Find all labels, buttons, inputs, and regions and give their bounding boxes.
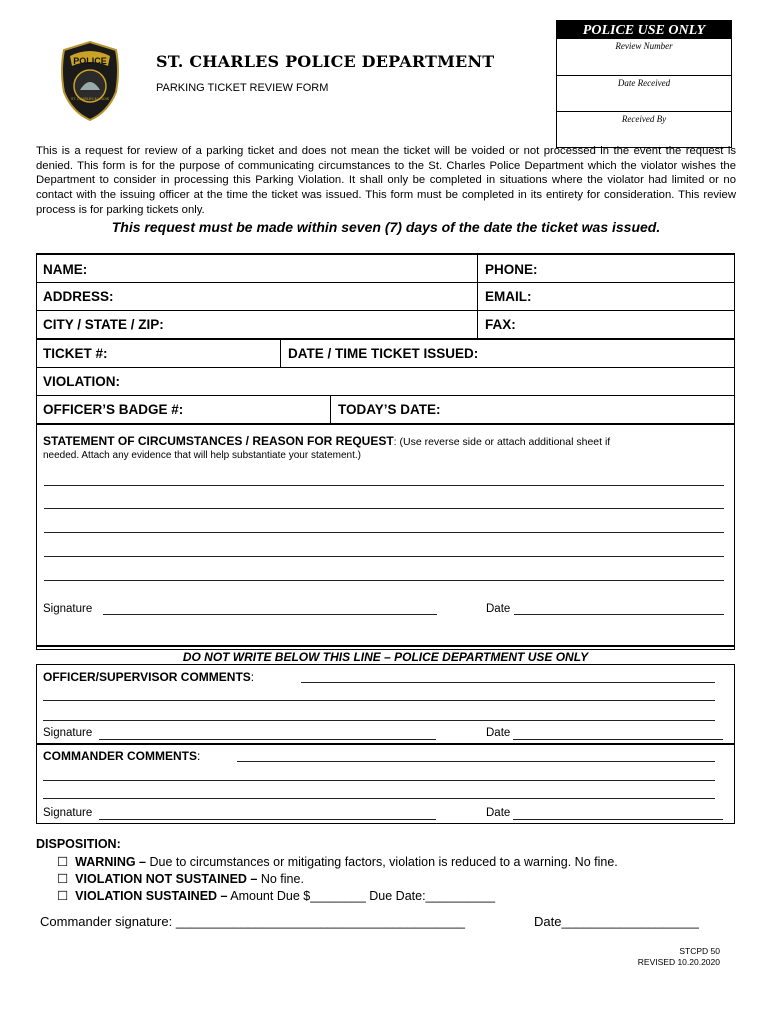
violation-field[interactable]: VIOLATION: [43, 374, 120, 389]
commander-signature-label: Signature [43, 807, 93, 819]
date-received-field[interactable]: Date Received [557, 75, 731, 111]
review-number-field[interactable]: Review Number [615, 41, 673, 51]
statement-line[interactable] [44, 556, 724, 557]
statement-line[interactable] [44, 532, 724, 533]
commander-comments-label: COMMANDER COMMENTS: [43, 749, 201, 763]
ticket-number-field[interactable]: TICKET #: [43, 346, 108, 361]
form-footer [600, 946, 720, 968]
police-use-only-box [556, 20, 732, 148]
officer-comment-line[interactable] [301, 682, 715, 683]
commander-comment-line[interactable] [43, 780, 715, 781]
city-state-zip-field[interactable]: CITY / STATE / ZIP: [43, 317, 164, 332]
received-by-field[interactable]: Received By [557, 111, 731, 147]
disposition-not-sustained[interactable]: ☐ VIOLATION NOT SUSTAINED – No fine. [57, 872, 304, 886]
row-divider [37, 367, 734, 368]
svg-text:POLICE: POLICE [73, 56, 107, 66]
statement-label: STATEMENT OF CIRCUMSTANCES / REASON FOR REQUEST: (Use reverse side or attach additional sheet if [43, 434, 611, 448]
police-badge-logo [58, 40, 122, 122]
intro-paragraph: This is a request for review of a parking ticket and does not mean the ticket will be voided or not processed in the event the request is denied. This form is for the purpose of communicating circumstances to the St. Charles Police Department which the violator wishes the Department to consider in processing this Parking Violation. It shall only be completed in situations where the violator had limited or no contact with the issuing officer at the time the ticket was issued. This form must be completed in its entirety for consideration. This review process is for parking tickets only. [36, 145, 736, 216]
row-divider [37, 423, 734, 425]
address-field[interactable]: ADDRESS: [43, 289, 114, 304]
signature-label: Signature [43, 603, 93, 615]
form-code: STCPD 50 [679, 946, 720, 956]
checkbox-icon[interactable]: ☐ [57, 855, 69, 869]
checkbox-icon[interactable]: ☐ [57, 872, 69, 886]
signature-line[interactable] [103, 614, 437, 615]
todays-date-field[interactable]: TODAY’S DATE: [338, 402, 441, 417]
deadline-warning: This request must be made within seven (7) days of the date the ticket was issued. [111, 219, 661, 235]
officer-date-label: Date [486, 727, 511, 739]
do-not-write-notice: DO NOT WRITE BELOW THIS LINE – POLICE DEPARTMENT USE ONLY [182, 650, 589, 664]
checkbox-icon[interactable]: ☐ [57, 889, 69, 903]
department-name: ST. CHARLES POLICE DEPARTMENT [156, 52, 495, 71]
form-title: PARKING TICKET REVIEW FORM [156, 82, 329, 94]
request-form [36, 253, 735, 650]
statement-line[interactable] [44, 508, 724, 509]
commander-signature[interactable]: Commander signature: ________________________________________ [40, 914, 466, 929]
row-divider [37, 310, 734, 311]
officer-badge-field[interactable]: OFFICER’S BADGE #: [43, 402, 184, 417]
commander-date-line[interactable] [513, 819, 723, 820]
police-use-only-title: POLICE USE ONLY [557, 21, 731, 39]
commander-comment-line[interactable] [237, 761, 715, 762]
statement-note: needed. Attach any evidence that will help substantiate your statement.) [43, 450, 361, 461]
commander-signature-line[interactable] [99, 819, 436, 820]
disposition-warning[interactable]: ☐ WARNING – Due to circumstances or mitigating factors, violation is reduced to a warning. No fine. [57, 855, 618, 869]
officer-comment-line[interactable] [43, 720, 715, 721]
row-divider [37, 395, 734, 396]
cut-line [36, 645, 735, 647]
date-label: Date [486, 603, 511, 615]
date-time-issued-field[interactable]: DATE / TIME TICKET ISSUED: [288, 346, 479, 361]
svg-text:ST. CHARLES ILLINOIS: ST. CHARLES ILLINOIS [71, 97, 109, 101]
revision-date: REVISED 10.20.2020 [637, 957, 720, 967]
phone-field[interactable]: PHONE: [485, 262, 538, 277]
officer-signature-label: Signature [43, 727, 93, 739]
disposition-title: DISPOSITION: [36, 837, 121, 851]
column-divider [477, 255, 478, 339]
column-divider [330, 395, 331, 423]
officer-comments-label: OFFICER/SUPERVISOR COMMENTS: [43, 670, 255, 684]
commander-date-label: Date [486, 807, 511, 819]
email-field[interactable]: EMAIL: [485, 289, 532, 304]
disposition-sustained[interactable]: ☐ VIOLATION SUSTAINED – Amount Due $________ Due Date:__________ [57, 889, 496, 903]
column-divider [280, 339, 281, 367]
row-divider [37, 282, 734, 283]
name-field[interactable]: NAME: [43, 262, 88, 277]
department-use-box [36, 664, 735, 824]
statement-line[interactable] [44, 580, 724, 581]
commander-date[interactable]: Date___________________ [534, 914, 699, 929]
fax-field[interactable]: FAX: [485, 317, 516, 332]
row-divider [37, 338, 734, 340]
commander-comment-line[interactable] [43, 798, 715, 799]
date-line[interactable] [514, 614, 724, 615]
statement-line[interactable] [44, 485, 724, 486]
section-divider [37, 743, 734, 745]
officer-signature-line[interactable] [99, 739, 436, 740]
officer-date-line[interactable] [513, 739, 723, 740]
officer-comment-line[interactable] [43, 700, 715, 701]
